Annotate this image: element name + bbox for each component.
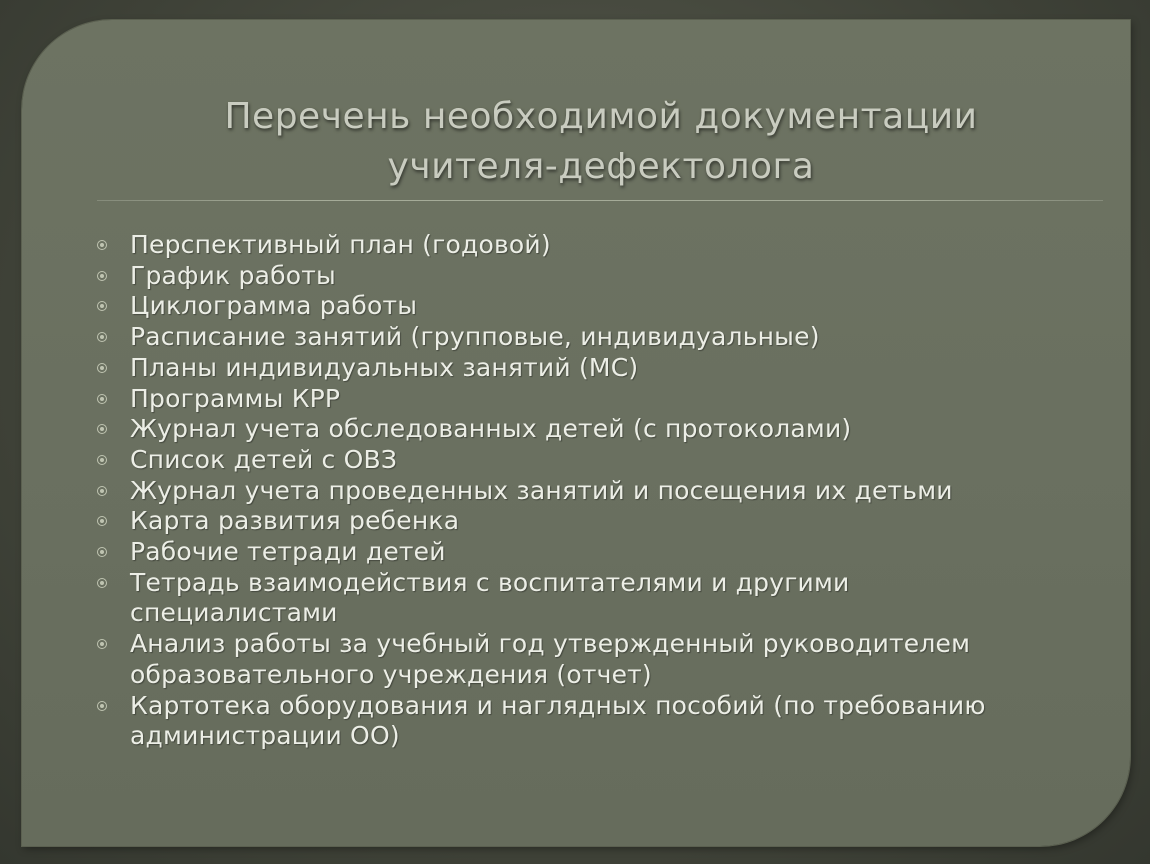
bullet-icon [97,301,107,311]
list-item-text: Расписание занятий (групповые, индивидуальные) [130,322,820,352]
slide-title-line-1: Перечень необходимой документации [224,96,978,137]
list-item-text: образовательного учреждения (отчет) [130,659,652,689]
bullet-icon [97,271,107,281]
list-item [97,353,1097,384]
list-item [97,691,1097,752]
list-item-text: Программы КРР [130,383,341,413]
list-item-text: Перспективный план (годовой) [130,230,551,259]
bullet-icon [97,639,107,649]
list-item [97,230,1097,261]
list-item-text: Журнал учета обследованных детей (с протоколами) [130,414,852,444]
list-item-text: Анализ работы за учебный год утвержденный руководителем [130,629,971,659]
list-item-text: Планы индивидуальных занятий (МС) [130,352,639,382]
list-item [97,445,1097,476]
slide-title [22,92,1150,192]
list-item [97,476,1097,507]
bullet-icon [97,394,107,404]
slide [22,20,1130,846]
list-item [97,537,1097,568]
list-item [97,261,1097,292]
list-item-text: специалистами [130,598,338,628]
list-item [97,506,1097,537]
list-item-text: Журнал учета проведенных занятий и посещения их детьми [130,475,953,505]
list-item-text: Рабочие тетради детей [130,537,446,567]
bullet-icon [97,455,107,465]
list-item [97,629,1097,690]
list-item [97,384,1097,415]
bullet-icon [97,363,107,373]
list-item-text: Картотека оборудования и наглядных пособий (по требованию [130,690,986,720]
slide-title-line-2: учителя-дефектолога [387,146,815,187]
bullet-icon [97,486,107,496]
bullet-icon [97,240,107,250]
documentation-list [97,230,1097,752]
list-item [97,414,1097,445]
bullet-icon [97,424,107,434]
title-divider [97,200,1103,201]
list-item-text: администрации ОО) [130,721,400,751]
list-item-text: Тетрадь взаимодействия с воспитателями и другими [130,567,850,597]
list-item [97,568,1097,629]
list-item [97,291,1097,322]
list-item [97,322,1097,353]
bullet-icon [97,701,107,711]
list-item-text: Циклограмма работы [130,291,418,321]
bullet-icon [97,516,107,526]
bullet-icon [97,547,107,557]
list-item-text: График работы [130,260,336,290]
list-item-text: Список детей с ОВЗ [130,444,398,474]
list-item-text: Карта развития ребенка [130,506,460,536]
bullet-icon [97,332,107,342]
bullet-icon [97,578,107,588]
